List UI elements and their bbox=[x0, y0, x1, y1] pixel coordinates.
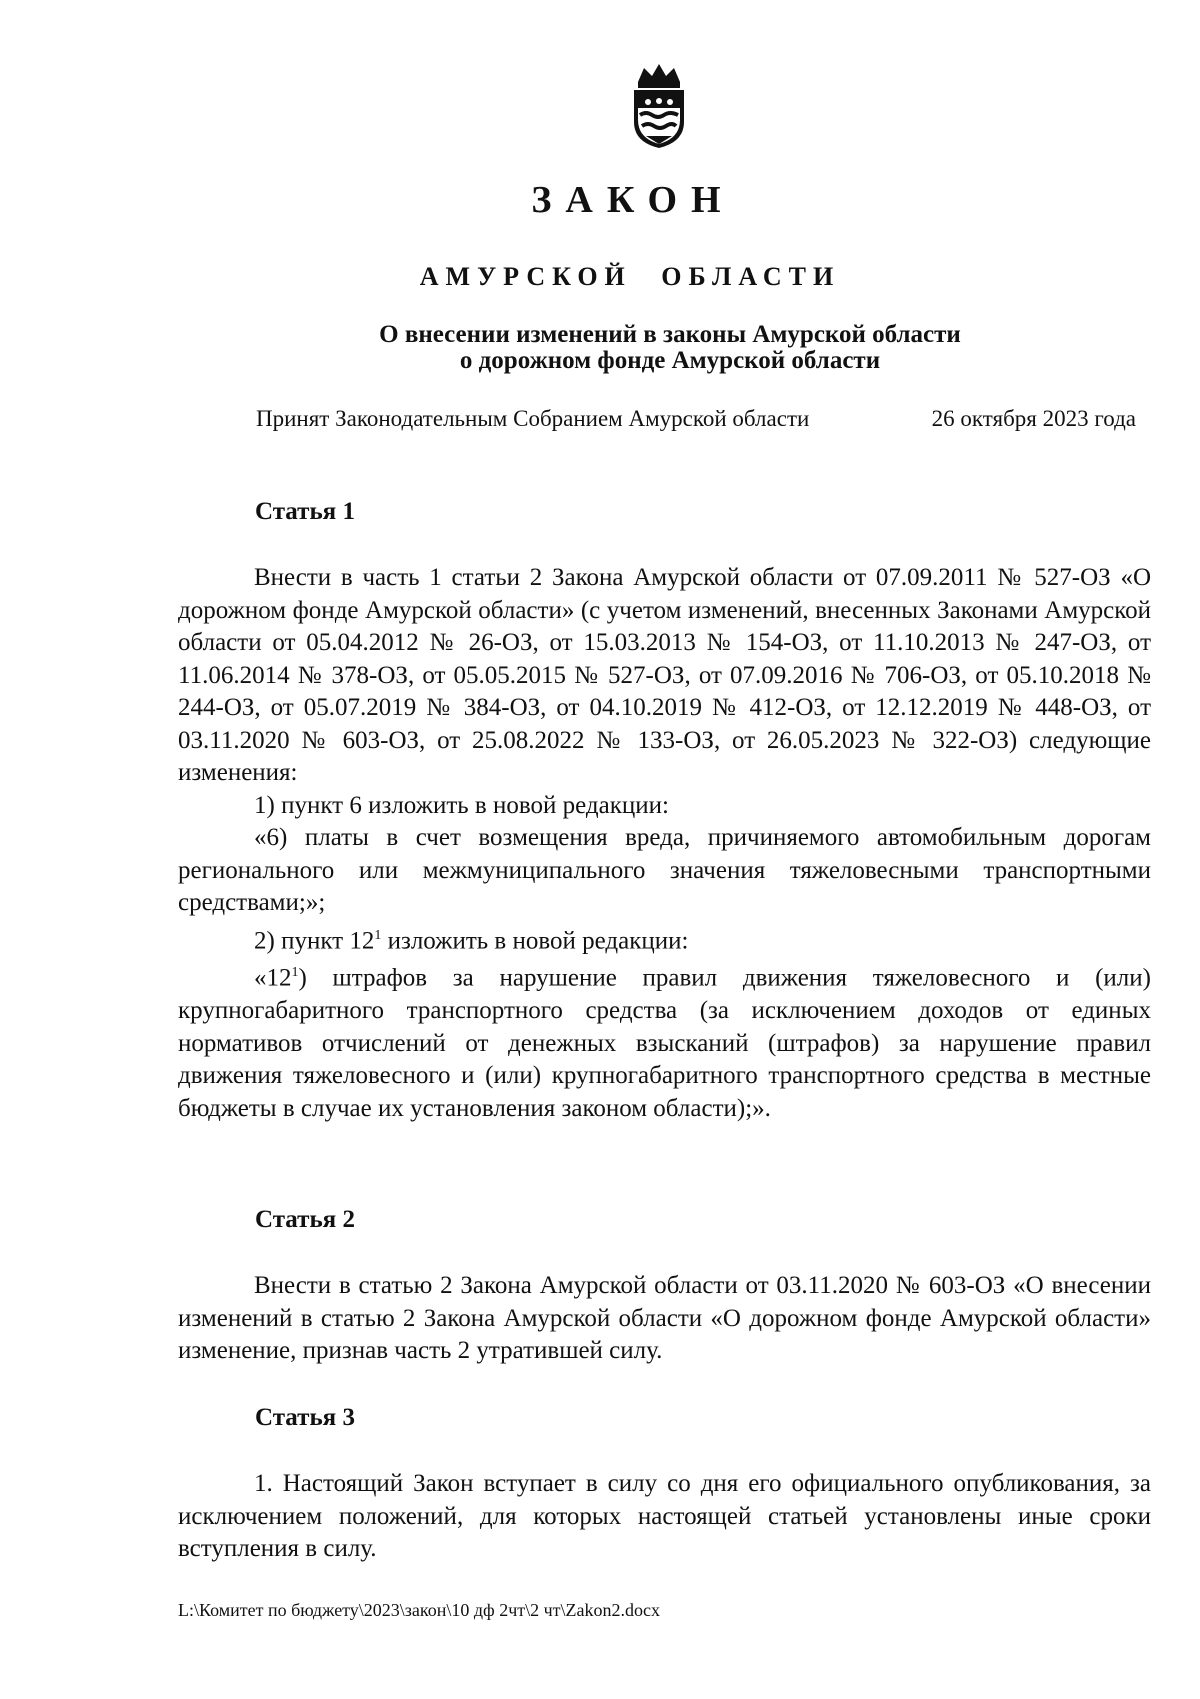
item-2-prefix: 2) пункт 12 bbox=[254, 926, 375, 954]
document-title: ЗАКОН bbox=[531, 179, 735, 221]
article-2-paragraph: Внести в статью 2 Закона Амурской области от 03.11.2020 № 603-ОЗ «О внесении изменений в статью 2 Закона Амурской области «О дорожном фонде Амурской области» изменение, признав часть 2 утратившей силу. bbox=[178, 1272, 1151, 1364]
article-1-item-2 bbox=[178, 920, 1151, 958]
law-heading-line2: о дорожном фонде Амурской области bbox=[459, 347, 881, 374]
article-1-title: Статья 1 bbox=[255, 498, 355, 525]
article-2-title: Статья 2 bbox=[255, 1206, 355, 1233]
article-1-paragraph: Внести в часть 1 статьи 2 Закона Амурской области от 07.09.2011 № 527-ОЗ «О дорожном фонде Амурской области» (с учетом изменений, внесенных Законами Амурской области от 05.04.2012 № 26-ОЗ, от 15.03.2013 № 154-ОЗ, от 11.10.2013 № 247-ОЗ, от 11.06.2014 № 378-ОЗ, от 05.05.2015 № 527-ОЗ, от 07.09.2016 № 706-ОЗ, от 05.10.2018 № 244-ОЗ, от 05.07.2019 № 384-ОЗ, от 04.10.2019 № 412-ОЗ, от 12.12.2019 № 448-ОЗ, от 03.11.2020 № 603-ОЗ, от 25.08.2022 № 133-ОЗ, от 26.05.2023 № 322-ОЗ) следующие изменения: bbox=[178, 564, 1151, 786]
item-2-quote-text: ) штрафов за нарушение правил движения тяжеловесного и (или) крупногабаритного транспортного средства (за исключением доходов от единых нормативов отчислений от денежных взысканий (штрафов) за нарушение правил движения тяжеловесного и (или) крупногабаритного транспортного средства в местные бюджеты в случае их установления законом области);». bbox=[178, 964, 1151, 1122]
article-3-body bbox=[178, 1468, 1151, 1566]
coat-of-arms-icon bbox=[624, 60, 694, 150]
document-subtitle: АМУРСКОЙ ОБЛАСТИ bbox=[419, 262, 841, 291]
item-2-suffix: изложить в новой редакции: bbox=[381, 926, 689, 954]
item-2-quote-superscript: 1 bbox=[291, 965, 299, 981]
adopted-by: Принят Законодательным Собранием Амурской области bbox=[256, 406, 810, 431]
article-1-body bbox=[178, 562, 1151, 1125]
item-2-quote-prefix: «12 bbox=[254, 964, 292, 992]
article-1-item-1-text: «6) платы в счет возмещения вреда, причиняемого автомобильным дорогам регионального или межмуниципального значения тяжеловесными транспортными средствами;»; bbox=[178, 824, 1151, 916]
file-path-footer: L:\Комитет по бюджету\2023\закон\10 дф 2чт\2 чт\Zakon2.docx bbox=[178, 1600, 661, 1620]
article-2-body bbox=[178, 1270, 1151, 1368]
article-3-title: Статья 3 bbox=[255, 1404, 355, 1431]
law-heading-line1: О внесении изменений в законы Амурской области bbox=[379, 321, 961, 348]
article-1-item-1: 1) пункт 6 изложить в новой редакции: bbox=[254, 791, 669, 819]
adopted-date: 26 октября 2023 года bbox=[931, 406, 1136, 431]
article-1-item-2-text bbox=[178, 957, 1151, 1125]
law-heading bbox=[330, 322, 1010, 374]
article-3-paragraph: 1. Настоящий Закон вступает в силу со дня его официального опубликования, за исключением положений, для которых настоящей статьей установлены иные сроки вступления в силу. bbox=[178, 1470, 1151, 1562]
adoption-line bbox=[256, 406, 1136, 432]
item-2-superscript: 1 bbox=[374, 927, 382, 943]
